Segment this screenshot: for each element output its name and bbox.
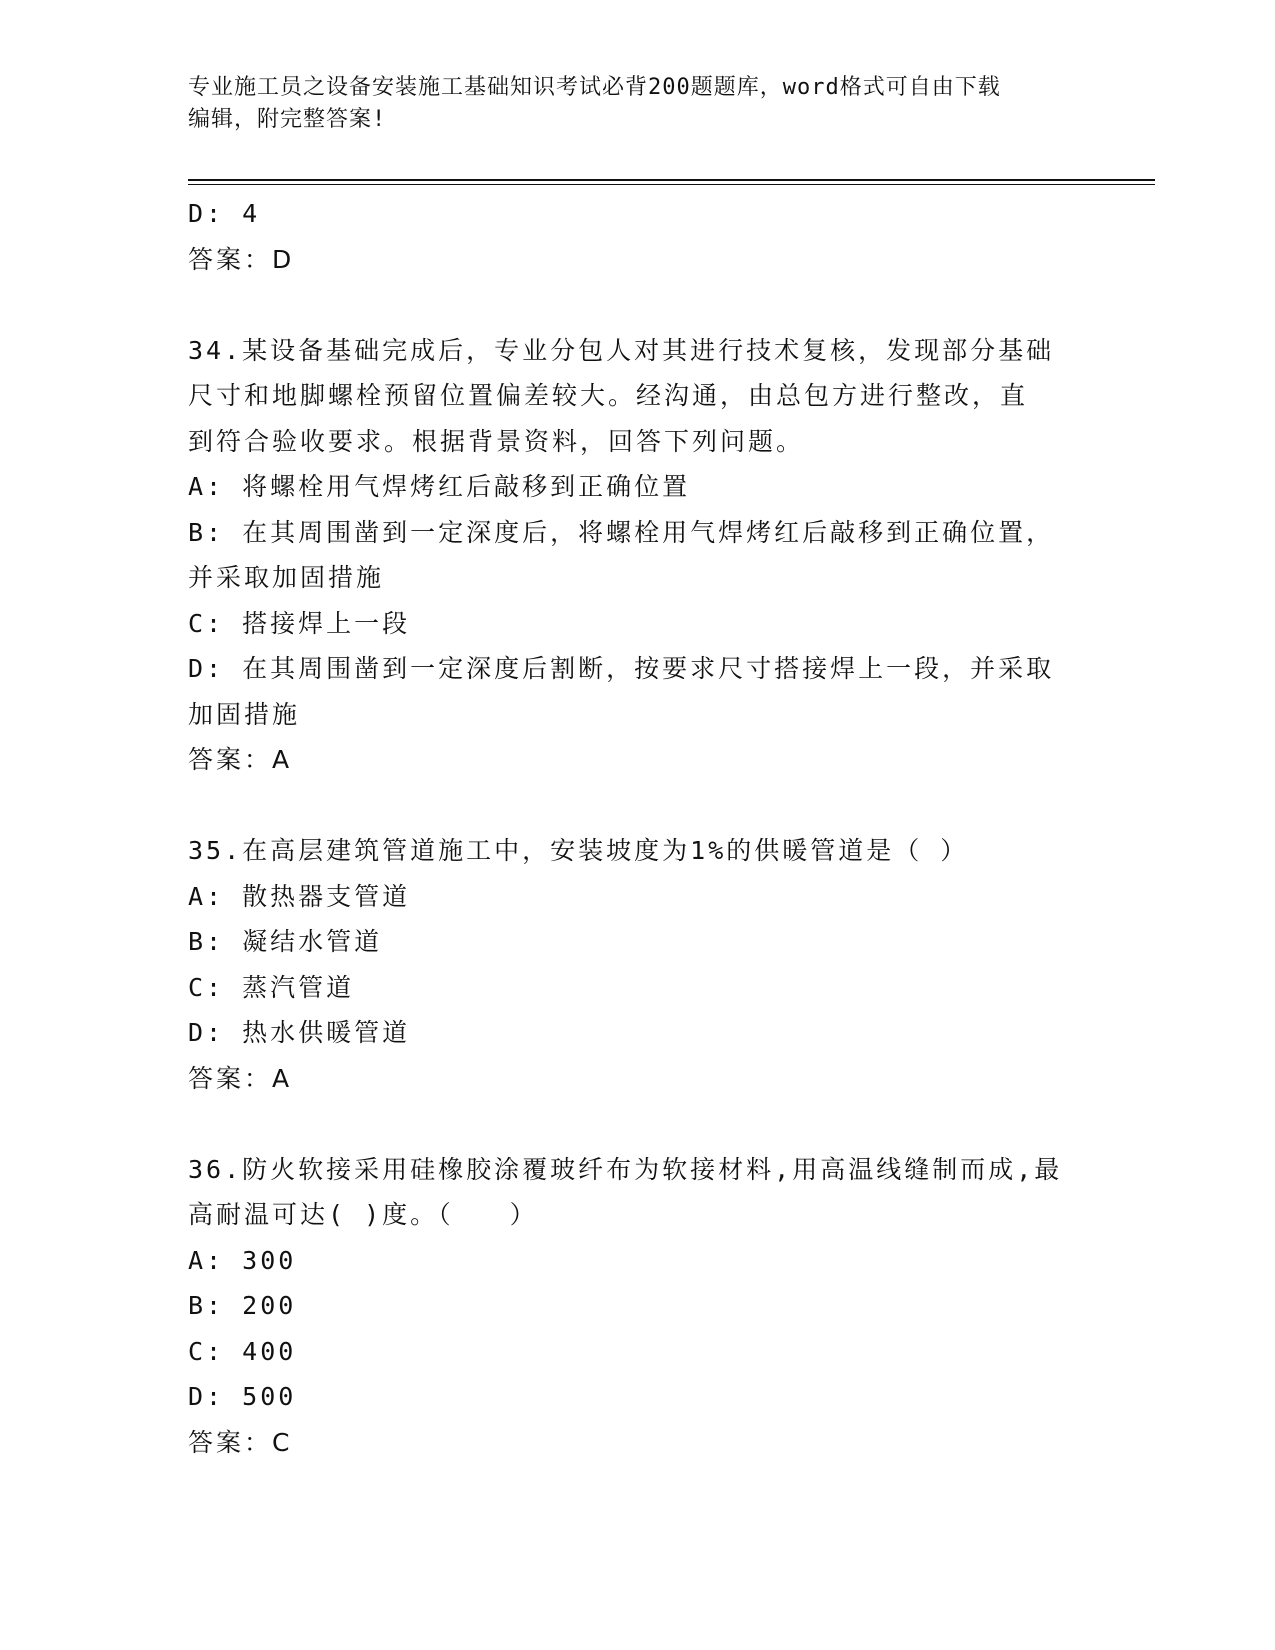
header-divider-thick bbox=[188, 179, 1155, 181]
answer-line: 答案：C bbox=[188, 1427, 293, 1457]
question-text: 35.在高层建筑管道施工中，安装坡度为1%的供暖管道是（ ） bbox=[188, 836, 969, 865]
document-header bbox=[188, 72, 1088, 136]
option-b-continued: 并采取加固措施 bbox=[188, 563, 385, 592]
option-d: D: 在其周围凿到一定深度后割断，按要求尺寸搭接焊上一段，并采取 bbox=[188, 654, 1055, 683]
option-c: C: 蒸汽管道 bbox=[188, 972, 355, 1002]
question-34 bbox=[188, 328, 1088, 783]
option-b: B: 凝结水管道 bbox=[188, 927, 383, 956]
question-35 bbox=[188, 828, 1088, 1101]
header-title-line1: 专业施工员之设备安装施工基础知识考试必背200题题库，word格式可自由下载 bbox=[188, 75, 1001, 100]
option-c: C: 400 bbox=[188, 1336, 297, 1366]
option-d: D: 500 bbox=[188, 1382, 297, 1411]
option-a: A: 散热器支管道 bbox=[188, 881, 411, 911]
option-d-continued: 加固措施 bbox=[188, 699, 301, 729]
header-title-line2: 编辑，附完整答案! bbox=[188, 107, 387, 132]
option-b: B: 200 bbox=[188, 1291, 297, 1320]
question-36 bbox=[188, 1147, 1088, 1466]
question-text: 到符合验收要求。根据背景资料，回答下列问题。 bbox=[188, 426, 805, 456]
spacer bbox=[188, 282, 1088, 328]
question-text: 36.防火软接采用硅橡胶涂覆玻纤布为软接材料,用高温线缝制而成,最 bbox=[188, 1154, 1063, 1184]
header-divider-thin bbox=[188, 184, 1155, 185]
option-d: D: 热水供暖管道 bbox=[188, 1018, 411, 1047]
option-a: A: 将螺栓用气焊烤红后敲移到正确位置 bbox=[188, 472, 691, 501]
option-c: C: 搭接焊上一段 bbox=[188, 608, 411, 638]
question-text: 高耐温可达( )度。（ ） bbox=[188, 1200, 538, 1229]
option-d: D: 4 bbox=[188, 199, 261, 228]
answer-line: 答案：A bbox=[188, 745, 293, 774]
spacer bbox=[188, 1101, 1088, 1147]
option-a: A: 300 bbox=[188, 1245, 297, 1275]
question-text: 尺寸和地脚螺栓预留位置偏差较大。经沟通，由总包方进行整改，直 bbox=[188, 381, 1029, 410]
question-text: 34.某设备基础完成后，专业分包人对其进行技术复核，发现部分基础 bbox=[188, 335, 1055, 365]
spacer bbox=[188, 783, 1088, 829]
answer-line: 答案：D bbox=[188, 244, 295, 274]
previous-question-tail bbox=[188, 191, 1088, 282]
question-list bbox=[188, 191, 1088, 1465]
answer-line: 答案：A bbox=[188, 1063, 293, 1093]
option-b: B: 在其周围凿到一定深度后，将螺栓用气焊烤红后敲移到正确位置， bbox=[188, 517, 1055, 547]
